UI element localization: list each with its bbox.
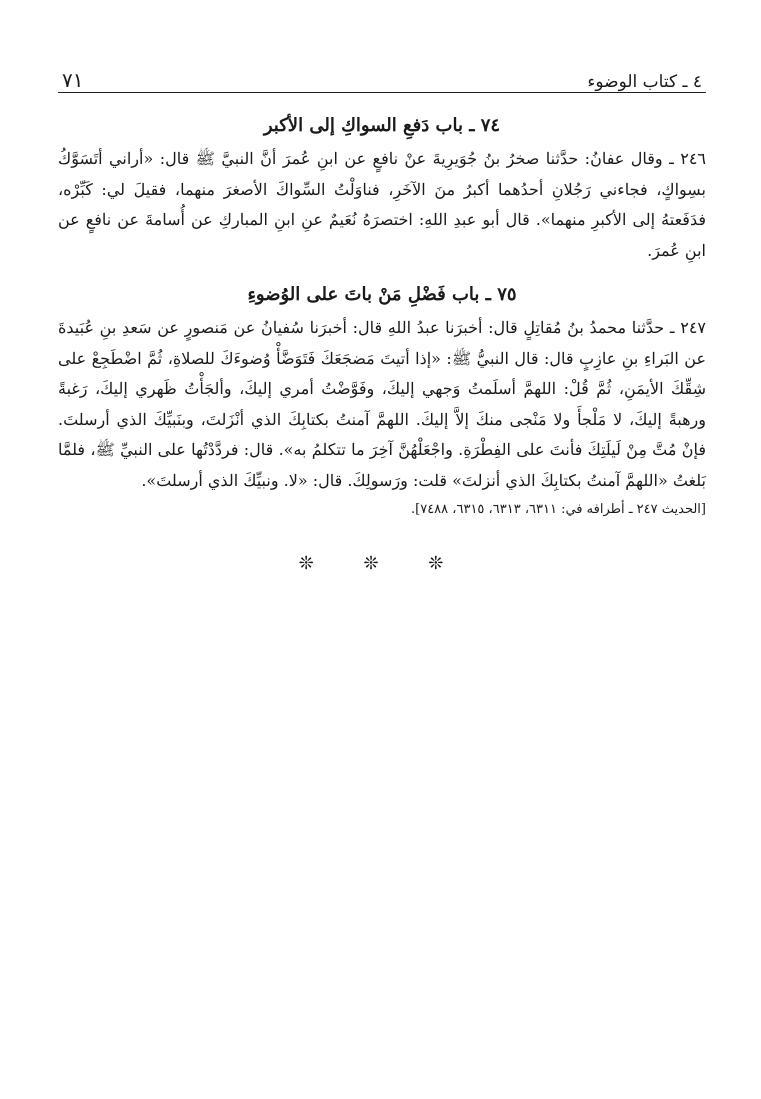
book-title: ٤ ـ كتاب الوضوء	[587, 72, 702, 92]
hadith-paragraph: ٢٤٧ ـ حدَّثنا محمدُ بنُ مُقاتِلٍ قال: أخبرَنا عبدُ اللهِ قال: أخبرَنا سُفيانُ عن مَنصورٍ عن سَعدِ بنِ عُبَيدةَ عن البَراءِ بنِ عازِبٍ قال: قال النبيُّ ﷺ: «إذا أتيتَ مَضجَعَكَ فَتَوَضَّأْ وُضوءَكَ للصلاةِ، ثُمَّ اضْطَجِعْ على شِقِّكَ الأيمَنِ، ثُمَّ قُلْ: اللهمَّ أسلَمتُ وَجهي إليكَ، وفَوَّضْتُ أمري إليكَ، وألجَأْتُ ظَهري إليكَ، رَغبةً ورهبةً إليكَ، لا مَلْجأَ ولا مَنْجى منكَ إلاَّ إليكَ. اللهمَّ آمنتُ بكتابِكَ الذي أنْزَلتَ، وبنَبيِّكَ الذي أرسلتَ. فإنْ مُتَّ مِنْ لَيلَتِكَ فأنتَ على الفِطْرَةِ. واجْعَلْهُنَّ آخِرَ ما تتكلمُ به». قال: فردَّدْتُها على النبيِّ ﷺ، فلمَّا بَلغتُ «اللهمَّ آمنتُ بكتابِكَ الذي أنزلتَ» قلت: ورَسولِكَ. قال: «لا. ونبيِّكَ الذي أرسلتَ».	[58, 318, 707, 490]
chapter-heading: ٧٥ ـ باب فَضْلِ مَنْ باتَ على الوُضوءِ	[247, 284, 517, 305]
section-separator: ❊ ❊ ❊	[298, 553, 466, 574]
cross-reference-note: [الحديث ٢٤٧ ـ أطرافه في: ٦٣١١، ٦٣١٣، ٦٣١٥، ٧٤٨٨].	[411, 502, 706, 517]
running-head	[58, 58, 706, 93]
page-number: ٧١	[62, 68, 84, 92]
page	[58, 58, 706, 574]
hadith-paragraph: ٢٤٦ ـ وقال عفانُ: حدَّثنا صخرُ بنُ جُوَيرِيةَ عنْ نافعٍ عن ابنِ عُمرَ أنَّ النبيَّ ﷺ قال: «أراني أتَسَوَّكُ بسِواكٍ، فجاءني رَجُلانِ أحدُهما أكبرُ منَ الآخَرِ، فناوَلْتُ السِّواكَ الأصغرَ منهما، فقيلَ لي: كَبِّرْه، فدَفَعتهُ إلى الأكبرِ منهما». قال أبو عبدِ اللهِ: اختصرَهُ نُعَيمٌ عنِ ابنِ المباركِ عن أُسامةَ عن نافعٍ عن ابنِ عُمرَ.	[58, 149, 707, 260]
chapter-heading: ٧٤ ـ باب دَفعِ السواكِ إلى الأكبر	[263, 115, 501, 136]
